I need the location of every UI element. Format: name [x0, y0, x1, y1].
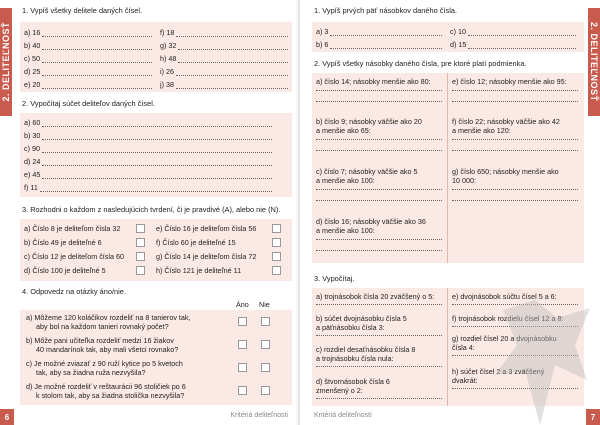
calc-text: čísla 4:: [452, 343, 475, 352]
yes-header: Áno: [236, 300, 249, 309]
answer-line[interactable]: [316, 139, 442, 140]
divisor-item: [160, 41, 288, 50]
multiples-item-label: a) 3: [316, 27, 329, 36]
question-line1: b) Môže pani učiteľka rozdeliť medzi 16 žiakov: [26, 336, 174, 345]
sum-item-label: d) 24: [24, 157, 41, 166]
divisor-item-answer-line[interactable]: [42, 44, 152, 50]
divisor-item: [160, 28, 288, 37]
calc-text: dvakrát:: [452, 376, 478, 385]
question-line2: aby bol na každom tanieri rovnaký počet?: [36, 322, 169, 331]
no-checkbox[interactable]: [261, 317, 270, 326]
multiples-item: [316, 27, 442, 36]
answer-line[interactable]: [316, 189, 442, 190]
answer-checkbox[interactable]: [136, 252, 145, 261]
divisor-item: [24, 28, 152, 37]
statement: a) Číslo 8 je deliteľom čísla 32: [24, 224, 121, 233]
answer-line[interactable]: [316, 101, 442, 102]
calc-text: a) trojnásobok čísla 20 zväčšený o 5:: [316, 292, 435, 301]
divisor-item: [160, 54, 288, 63]
exercise-1-title: 1. Vypíš prvých päť násobkov daného čísla.: [314, 6, 458, 15]
statement: d) Číslo 100 je deliteľné 5: [24, 266, 106, 275]
condition-text: a menšie ako 100:: [316, 176, 375, 185]
divisor-item: [160, 80, 288, 89]
divisor-item-answer-line[interactable]: [176, 31, 288, 37]
divisor-item: [24, 67, 152, 76]
sum-item-label: f) 11: [24, 183, 38, 192]
answer-line[interactable]: [452, 139, 578, 140]
exercise-1-title: 1. Vypíš všetky delitele daných čísel.: [22, 6, 143, 15]
sum-item-answer-line[interactable]: [40, 186, 272, 192]
yes-checkbox[interactable]: [238, 340, 247, 349]
answer-line[interactable]: [452, 101, 578, 102]
calc-text: e) dvojnásobok súčtu čísel 5 a 6:: [452, 292, 557, 301]
calc-text: a päťnásobku čísla 3:: [316, 323, 385, 332]
statement: c) Číslo 12 je deliteľom čísla 60: [24, 252, 124, 261]
divisor-item-answer-line[interactable]: [176, 70, 288, 76]
answer-checkbox[interactable]: [136, 224, 145, 233]
condition-text: e) číslo 12; násobky menšie ako 95:: [452, 77, 567, 86]
exercise-2-title: 2. Vypočítaj súčet deliteľov daných čísel.: [22, 99, 155, 108]
calc-text: b) súčet dvojnásobku čísla 5: [316, 314, 407, 323]
exercise-2-title: 2. Vypíš všetky násobky daného čísla, pre ktoré platí podmienka.: [314, 59, 527, 68]
answer-line[interactable]: [316, 90, 442, 91]
multiples-item-label: c) 10: [450, 27, 466, 36]
chapter-tab: 2. DELITEĽNOSŤ: [0, 8, 12, 116]
divisor-item-answer-line[interactable]: [42, 70, 152, 76]
condition-text: g) číslo 650; násobky menšie ako: [452, 167, 559, 176]
question-line1: a) Môžeme 120 koláčikov rozdeliť na 8 tanierov tak,: [26, 313, 191, 322]
answer-checkbox[interactable]: [272, 224, 281, 233]
page-footer: Kritériá deliteľnosti: [314, 412, 372, 419]
statement: e) Číslo 16 je deliteľom čísla 56: [156, 224, 257, 233]
sum-item: [24, 131, 272, 140]
statement: b) Číslo 49 je deliteľné 6: [24, 238, 102, 247]
question-line2: tak, aby sa žiadna ruža nezvyšila?: [36, 368, 146, 377]
exercise-3-title: 3. Vypočítaj.: [314, 274, 355, 283]
yes-checkbox[interactable]: [238, 386, 247, 395]
divisor-item-label: g) 32: [160, 41, 177, 50]
divisor-item-label: d) 25: [24, 67, 41, 76]
exercise-4-title: 4. Odpovedz na otázky áno/nie.: [22, 287, 126, 296]
answer-checkbox[interactable]: [272, 238, 281, 247]
divisor-item-answer-line[interactable]: [42, 57, 152, 63]
calc-text: f) trojnásobok rozdielu čísel 12 a 8:: [452, 314, 564, 323]
calc-text: g) rozdiel čísel 20 a dvojnásobku: [452, 334, 557, 343]
divisor-item: [24, 54, 152, 63]
sum-item-label: a) 60: [24, 118, 41, 127]
sum-item-answer-line[interactable]: [42, 160, 272, 166]
divisor-item-answer-line[interactable]: [178, 44, 288, 50]
yes-checkbox[interactable]: [238, 363, 247, 372]
sum-item: [24, 144, 272, 153]
answer-line[interactable]: [316, 335, 442, 336]
divisor-item-answer-line[interactable]: [178, 57, 288, 63]
question-line1: d) Je možné rozdeliť v reštaurácii 96 stoličiek po 6: [26, 382, 186, 391]
divisor-item-answer-line[interactable]: [42, 31, 152, 37]
multiples-item-answer-line[interactable]: [468, 43, 576, 49]
divisor-item: [24, 80, 152, 89]
multiples-item: [450, 40, 576, 49]
chapter-tab: 2. DELITEĽNOSŤ: [588, 8, 600, 116]
answer-line[interactable]: [452, 150, 578, 151]
sum-item-label: c) 90: [24, 144, 40, 153]
multiples-item-answer-line[interactable]: [330, 43, 442, 49]
condition-text: a) číslo 14; násobky menšie ako 80:: [316, 77, 431, 86]
answer-line[interactable]: [452, 200, 578, 201]
answer-checkbox[interactable]: [272, 266, 281, 275]
sum-item-label: e) 45: [24, 170, 41, 179]
answer-line[interactable]: [452, 189, 578, 190]
condition-text: a menšie ako 100:: [316, 226, 375, 235]
calc-text: d) štvornásobok čísla 6: [316, 377, 390, 386]
no-checkbox[interactable]: [261, 340, 270, 349]
calc-text: a trojnásobku čísla nula:: [316, 354, 394, 363]
calc-text: c) rozdiel desaťnásobku čísla 8: [316, 345, 416, 354]
answer-checkbox[interactable]: [136, 266, 145, 275]
multiples-item: [450, 27, 576, 36]
multiples-item: [316, 40, 442, 49]
question-line2: k stolom tak, aby sa žiadna stolička nezvyšila?: [36, 391, 185, 400]
divisor-item-label: i) 26: [160, 67, 174, 76]
calc-text: h) súčet čísel 2 a 3 zväčšený: [452, 367, 545, 376]
divisor-item-answer-line[interactable]: [176, 83, 288, 89]
answer-line[interactable]: [316, 250, 442, 251]
divisor-item: [24, 41, 152, 50]
multiples-item-answer-line[interactable]: [330, 30, 442, 36]
page-number: 7: [586, 409, 600, 425]
answer-line[interactable]: [316, 200, 442, 201]
yes-checkbox[interactable]: [238, 317, 247, 326]
sum-item-answer-line[interactable]: [42, 147, 272, 153]
condition-text: c) číslo 7; násobky väčšie ako 5: [316, 167, 418, 176]
condition-text: b) číslo 9; násobky väčšie ako 20: [316, 117, 422, 126]
answer-line[interactable]: [452, 90, 578, 91]
sum-item-label: b) 30: [24, 131, 41, 140]
sum-item: [24, 183, 272, 192]
no-header: Nie: [259, 300, 270, 309]
sum-item: [24, 170, 272, 179]
question-line2: 40 mandarínok tak, aby mali všetci rovnako?: [36, 345, 179, 354]
divisor-item-answer-line[interactable]: [42, 83, 152, 89]
calc-text: zmenšený o 2:: [316, 386, 363, 395]
statement: f) Číslo 60 je deliteľné 15: [156, 238, 236, 247]
question-line1: c) Je možné zviazať z 90 ruží kytice po 5 kvetoch: [26, 359, 183, 368]
sum-item-answer-line[interactable]: [42, 173, 272, 179]
condition-text: a menšie ako 65:: [316, 126, 371, 135]
answer-line[interactable]: [316, 366, 442, 367]
watermark-figure-icon: [495, 300, 590, 425]
divisor-item-label: f) 18: [160, 28, 175, 37]
answer-line[interactable]: [316, 150, 442, 151]
condition-text: d) číslo 16; násobky väčšie ako 36: [316, 217, 426, 226]
statement: g) Číslo 14 je deliteľom čísla 72: [156, 252, 257, 261]
page-footer: Kritériá deliteľnosti: [230, 412, 288, 419]
answer-line[interactable]: [316, 304, 442, 305]
divisor-item-label: b) 40: [24, 41, 41, 50]
statement: h) Číslo 121 je deliteľné 11: [156, 266, 242, 275]
divisor-item-label: e) 20: [24, 80, 41, 89]
condition-text: f) číslo 22; násobky väčšie ako 42: [452, 117, 560, 126]
no-checkbox[interactable]: [261, 363, 270, 372]
divisor-item: [160, 67, 288, 76]
answer-line[interactable]: [316, 239, 442, 240]
answer-checkbox[interactable]: [272, 252, 281, 261]
divisor-item-label: a) 16: [24, 28, 41, 37]
sum-item-answer-line[interactable]: [42, 134, 272, 140]
condition-text: 10 000:: [452, 176, 476, 185]
sum-item: [24, 157, 272, 166]
multiples-item-answer-line[interactable]: [468, 30, 576, 36]
sum-item: [24, 118, 272, 127]
condition-text: a menšie ako 120:: [452, 126, 511, 135]
page-number: 6: [0, 409, 14, 425]
multiples-item-label: d) 15: [450, 40, 467, 49]
answer-checkbox[interactable]: [136, 238, 145, 247]
sum-item-answer-line[interactable]: [42, 121, 272, 127]
multiples-item-label: b) 6: [316, 40, 329, 49]
divisor-item-label: c) 50: [24, 54, 40, 63]
no-checkbox[interactable]: [261, 386, 270, 395]
exercise-3-title: 3. Rozhodni o každom z nasledujúcich tvrdení, či je pravdivé (A), alebo nie (N).: [22, 205, 281, 214]
divisor-item-label: h) 48: [160, 54, 177, 63]
divisor-item-label: j) 38: [160, 80, 174, 89]
answer-line[interactable]: [316, 398, 442, 399]
